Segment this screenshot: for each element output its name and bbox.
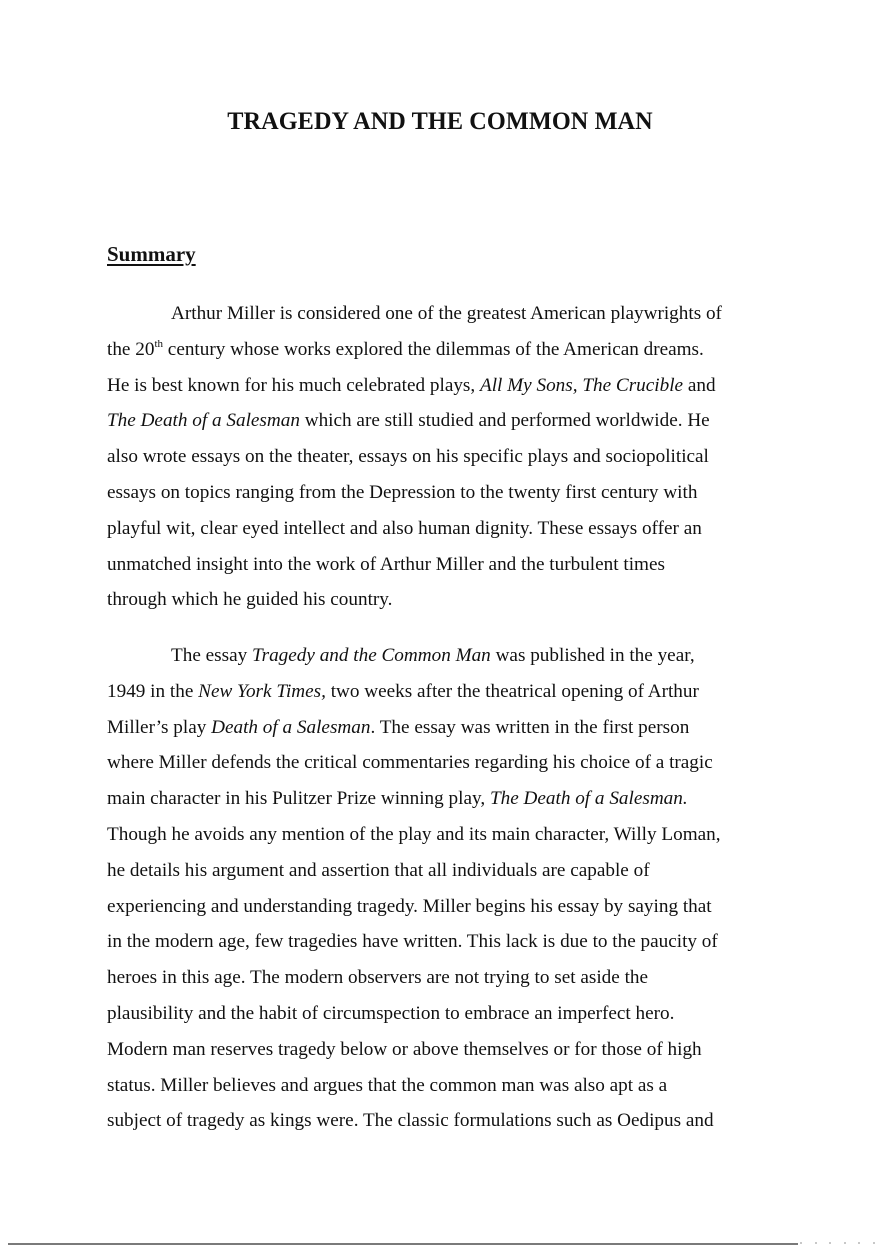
text-line: Modern man reserves tragedy below or above themselves or for those of high: [107, 1038, 702, 1060]
text-line: Arthur Miller is considered one of the greatest American playwrights of: [171, 303, 722, 324]
text-line: 1949 in the New York Times, two weeks after the theatrical opening of Arthur: [107, 680, 699, 702]
text-line: where Miller defends the critical commentaries regarding his choice of a tragic: [107, 752, 713, 774]
text-line: Miller’s play Death of a Salesman. The essay was written in the first person: [107, 716, 690, 738]
italic-title: Death of a Salesman: [211, 716, 371, 738]
text-line: essays on topics ranging from the Depression to the twenty first century with: [107, 481, 698, 503]
text-line: The Death of a Salesman which are still studied and performed worldwide. He: [107, 410, 710, 432]
text-line: main character in his Pulitzer Prize winning play, The Death of a Salesman.: [107, 788, 688, 810]
italic-title: New York Times,: [198, 680, 326, 702]
italic-title: The Death of a Salesman.: [489, 788, 688, 810]
text-line: in the modern age, few tragedies have written. This lack is due to the paucity of: [107, 931, 718, 953]
italic-title: The Death of a Salesman: [107, 410, 300, 432]
text-line: heroes in this age. The modern observers are not trying to set aside the: [107, 967, 649, 989]
text-line: through which he guided his country.: [107, 589, 393, 611]
text-line: he details his argument and assertion that all individuals are capable of: [107, 859, 650, 881]
text-line: Though he avoids any mention of the play and its main character, Willy Loman,: [107, 823, 721, 845]
text-line: status. Miller believes and argues that the common man was also apt as a: [107, 1074, 668, 1096]
text-line: subject of tragedy as kings were. The classic formulations such as Oedipus and: [107, 1110, 714, 1132]
text-line: The essay Tragedy and the Common Man was published in the year,: [171, 645, 695, 666]
text-line: plausibility and the habit of circumspection to embrace an imperfect hero.: [107, 1002, 675, 1024]
text-line: playful wit, clear eyed intellect and also human dignity. These essays offer an: [107, 517, 702, 539]
paragraph: [107, 296, 807, 618]
page-bottom-rule: [8, 1243, 798, 1245]
document-title: TRAGEDY AND THE COMMON MAN: [227, 108, 653, 135]
page-bottom-marks: [800, 1242, 875, 1245]
text-line: He is best known for his much celebrated plays, All My Sons, The Crucible and: [107, 374, 716, 396]
text-line: also wrote essays on the theater, essays on his specific plays and sociopolitical: [107, 446, 709, 468]
italic-title: Tragedy and the Common Man: [252, 645, 491, 666]
paragraph: [107, 638, 807, 1139]
section-heading-summary: Summary: [107, 242, 196, 266]
text-line: the 20th century whose works explored the dilemmas of the American dreams.: [107, 337, 704, 360]
text-line: unmatched insight into the work of Arthur Miller and the turbulent times: [107, 553, 665, 575]
text-line: experiencing and understanding tragedy. Miller begins his essay by saying that: [107, 895, 712, 917]
italic-title: All My Sons, The Crucible: [480, 374, 684, 396]
